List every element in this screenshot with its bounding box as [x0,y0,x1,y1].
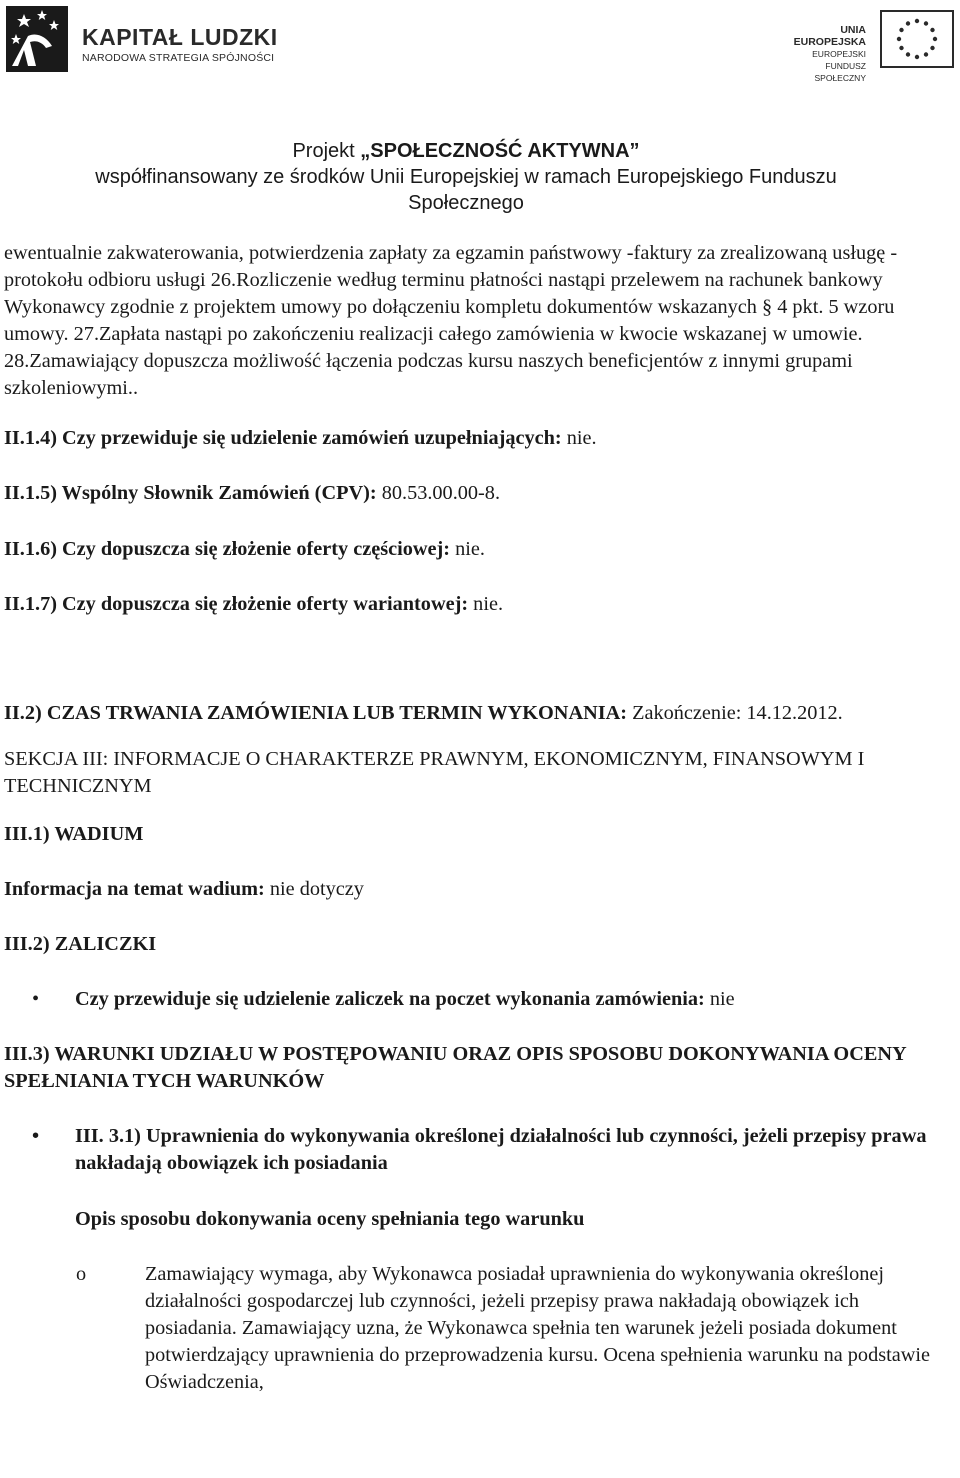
opis-heading: Opis sposobu dokonywania oceny spełniania tego warunku [75,1208,585,1230]
kapital-ludzki-logo [6,6,306,76]
q5-label: II.1.5) Wspólny Słownik Zamówień (CPV): [4,482,377,504]
project-funding-line: współfinansowany ze środków Unii Europejskiej w ramach Europejskiego Funduszu [95,166,837,188]
eu-flag-icon [880,10,954,68]
q6-value: nie. [450,538,485,560]
bullet-mark: • [32,1125,40,1147]
section-ii-2 [4,700,939,727]
section-ii-1-7 [4,591,939,618]
wadium-info [4,876,939,903]
section-iii-2: III.2) ZALICZKI [4,933,157,955]
project-prefix: Projekt [292,140,361,162]
wadium-label: Informacja na temat wadium: [4,878,265,900]
section-iii-3: III.3) WARUNKI UDZIAŁU W POSTĘPOWANIU ORAZ OPIS SPOSOBU DOKONYWANIA OCENY SPEŁNIANIA TYCH WARUNKÓW [4,1043,906,1092]
project-header [0,138,932,216]
intro-paragraph: ewentualnie zakwaterowania, potwierdzenia zapłaty za egzamin państwowy -faktury za zrealizowaną usługę -protokołu odbioru usługi 26.Rozliczenie według terminu płatności nastąpi przelewem na rachunek bankowy Wykonawcy zgodnie z projektem umowy po dołączeniu kompletu dokumentów wskazanych § 4 pkt. 5 wzoru umowy. 27.Zapłata nastąpi po zakończeniu realizacji całego zamówienia w kwocie wskazanej w umowie. 28.Zamawiający dopuszcza możliwość łączenia podczas kursu naszych beneficjentów z innymi grupami szkoleniowymi.. [4,242,898,399]
section-ii-1-6 [4,536,939,563]
bullet-mark: • [32,988,40,1010]
project-title-line [0,138,932,164]
eu-text-block [774,24,866,84]
ii2-label: II.2) CZAS TRWANIA ZAMÓWIENIA LUB TERMIN WYKONANIA: [4,702,628,724]
section-ii-1-5 [4,480,939,507]
kapital-ludzki-emblem [6,6,68,72]
eu-stars-icon [882,12,952,66]
stars-figure-icon [6,6,68,72]
q4-value: nie. [561,427,597,449]
section-iii-1: III.1) WADIUM [4,823,144,845]
project-name: „SPOŁECZNOŚĆ AKTYWNA” [360,140,640,162]
header-logos [0,0,960,95]
kapital-ludzki-subtitle: NARODOWA STRATEGIA SPÓJNOŚCI [82,52,275,64]
document-body [4,240,939,1396]
ii2-value: Zakończenie: 14.12.2012. [627,702,843,724]
q7-label: II.1.7) Czy dopuszcza się złożenie oferty wariantowej: [4,593,469,615]
q7-value: nie. [468,593,504,615]
o-paragraph: Zamawiający wymaga, aby Wykonawca posiadał uprawnienia do wykonywania określonej działalności gospodarczej lub czynności, jeżeli przepisy prawa nakładają obowiązek ich posiadania. Zamawiający uzna, że Wykonawca spełnia ten warunek jeżeli posiada dokument potwierdzający uprawnienia do przeprowadzenia kursu. Ocena spełnienia warunku na podstawie Oświadczenia, [145,1263,931,1393]
section-iii-3-1 [4,1123,939,1177]
zaliczki-bullet [4,986,939,1013]
eu-line-2: EUROPEJSKI [812,49,866,59]
zaliczki-label: Czy przewiduje się udzielenie zaliczek na poczet wykonania zamówienia: [75,988,705,1010]
eu-efs-logo [774,10,954,83]
kapital-ludzki-title: KAPITAŁ LUDZKI [82,24,278,50]
wadium-value: nie dotyczy [264,878,364,900]
eu-line-3: FUNDUSZ SPOŁECZNY [814,61,866,83]
q6-label: II.1.6) Czy dopuszcza się złożenie oferty częściowej: [4,538,451,560]
project-funding-line-2: Społecznego [408,192,524,214]
q4-label: II.1.4) Czy przewiduje się udzielenie zamówień uzupełniających: [4,427,562,449]
q5-value: 80.53.00.00-8. [376,482,501,504]
zaliczki-value: nie [704,988,735,1010]
section-iii-heading: SEKCJA III: INFORMACJE O CHARAKTERZE PRAWNYM, EKONOMICZNYM, FINANSOWYM I TECHNICZNYM [4,748,865,797]
o-list-item [4,1261,939,1396]
o-mark: o [76,1263,87,1285]
eu-line-1: UNIA EUROPEJSKA [793,24,866,48]
iii31-text: III. 3.1) Uprawnienia do wykonywania określonej działalności lub czynności, jeżeli przepisy prawa nakładają obowiązek ich posiadania [75,1125,927,1174]
section-ii-1-4 [4,425,939,452]
